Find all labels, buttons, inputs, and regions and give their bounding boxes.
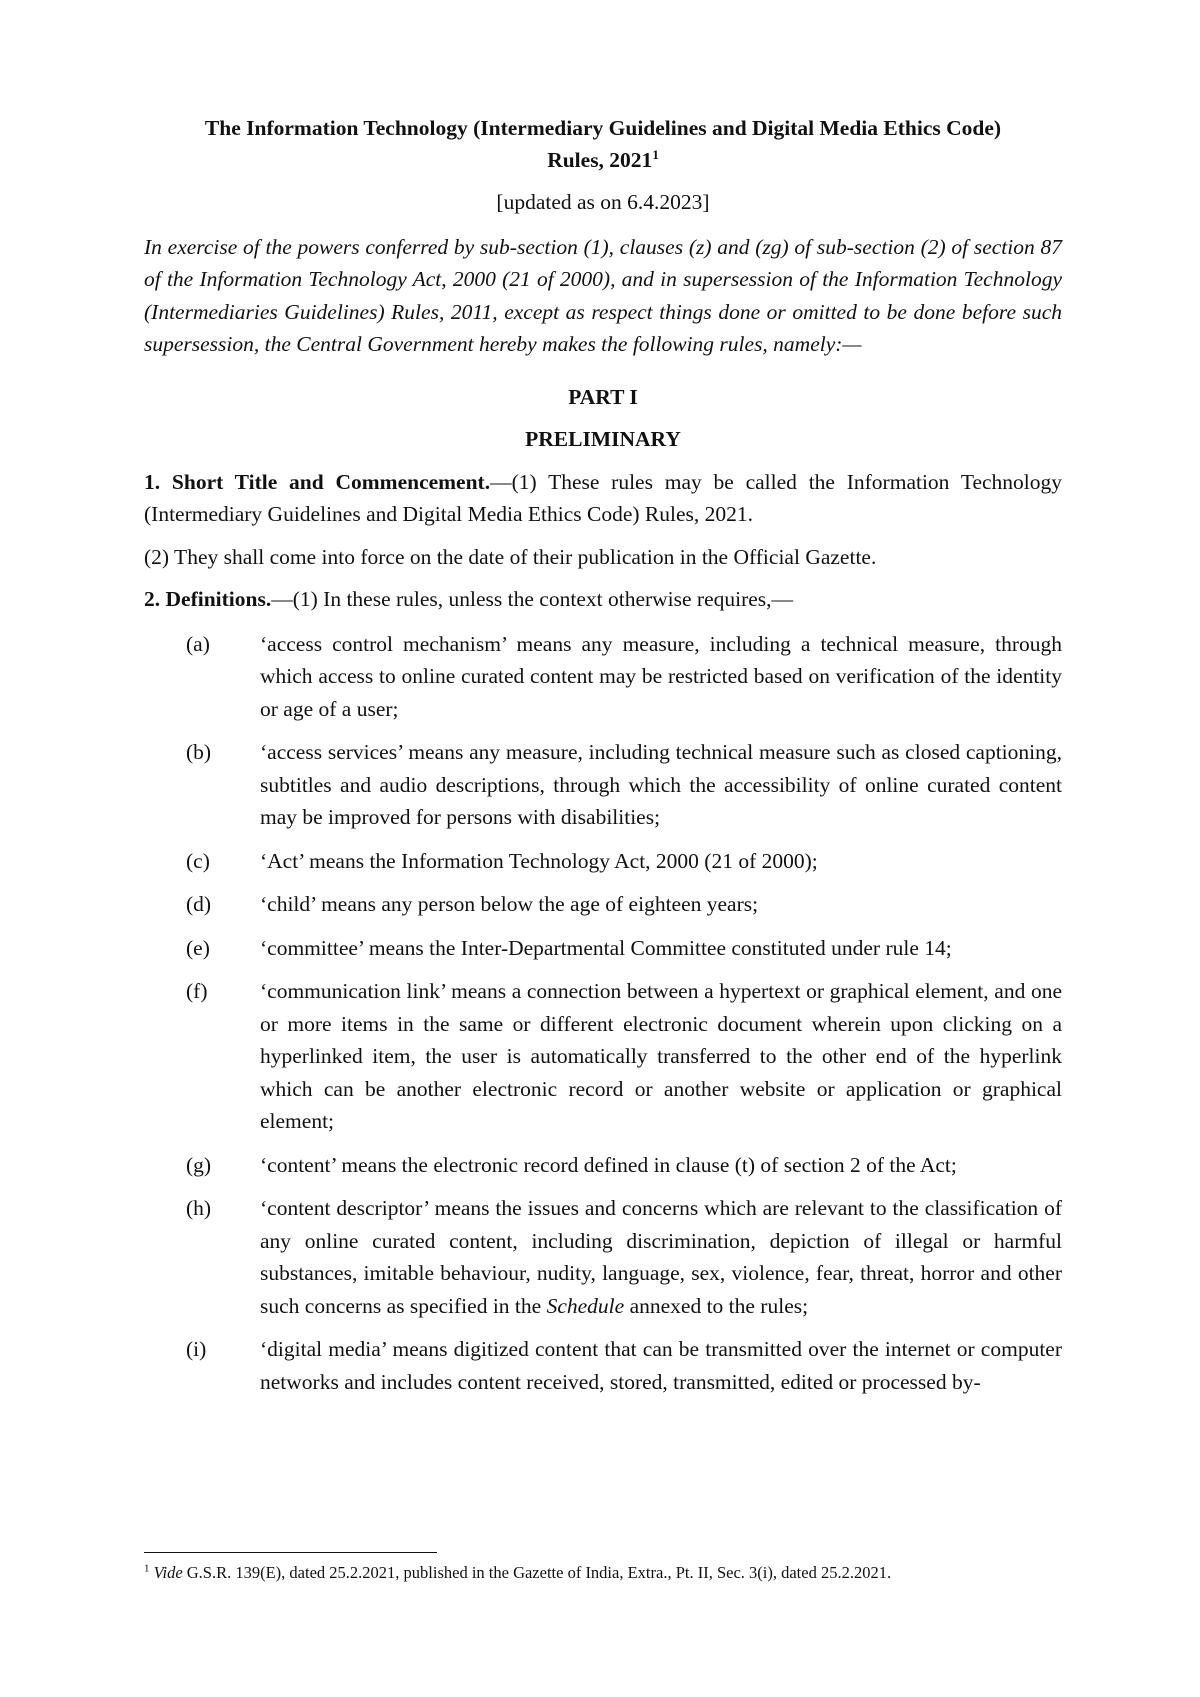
definition-letter: (a) <box>186 631 210 656</box>
definition-item <box>144 975 1062 1138</box>
title-line-2 <box>144 144 1062 176</box>
definition-text: ‘digital media’ means digitized content that can be transmitted over the internet or computer networks and includes content received, stored, transmitted, edited or processed by- <box>260 1337 1062 1394</box>
part-heading: PART I <box>568 384 638 409</box>
schedule-reference: Schedule <box>546 1293 625 1318</box>
rule-1-paragraph <box>144 466 1062 531</box>
definition-letter: (c) <box>186 848 210 873</box>
preamble: In exercise of the powers conferred by sub-section (1), clauses (z) and (zg) of sub-section (2) of section 87 of the Information Technology Act, 2000 (21 of 2000), and in supersession of the Information Technology (Intermediaries Guidelines) Rules, 2011, except as respect things done or omitted to be done before such supersession, the Central Government hereby makes the following rules, namely:— <box>144 234 1062 356</box>
footnote-text: G.S.R. 139(E), dated 25.2.2021, published in the Gazette of India, Extra., Pt. II, Sec. 3(i), dated 25.2.2021. <box>182 1563 892 1582</box>
definition-text: ‘Act’ means the Information Technology Act, 2000 (21 of 2000); <box>260 848 818 873</box>
definition-item <box>144 932 1062 965</box>
footnote-mark: 1 <box>144 1562 150 1575</box>
definition-letter: (e) <box>186 935 210 960</box>
document-title <box>144 112 1062 176</box>
definition-text: ‘communication link’ means a connection between a hypertext or graphical element, and one or more items in the same or different electronic document wherein upon clicking on a hyperlinked item, the user is automatically transferred to the other end of the hyperlink which can be another electronic record or another website or application or graphical element; <box>260 979 1062 1133</box>
rule-2-intro: —(1) In these rules, unless the context otherwise requires,— <box>271 587 794 611</box>
definition-item <box>144 845 1062 878</box>
definition-item <box>144 1149 1062 1182</box>
footnote-reference[interactable]: 1 <box>652 146 659 162</box>
document-page <box>144 112 1062 1409</box>
definition-letter: (b) <box>186 740 212 764</box>
definition-text: ‘committee’ means the Inter-Departmental Committee constituted under rule 14; <box>260 935 952 960</box>
definition-text <box>260 1192 1062 1322</box>
rule-1-sub-1: —(1) These rules may be called the Information Technology (Intermediary Guidelines and Digital Media Ethics Code) Rules, 2021. <box>144 469 1063 526</box>
definition-text: ‘content’ means the electronic record defined in clause (t) of section 2 of the Act; <box>260 1152 957 1177</box>
updated-date: [updated as on 6.4.2023] <box>496 190 710 214</box>
rule-1-heading: 1. Short Title and Commencement. <box>144 469 491 494</box>
rule-2-heading: 2. Definitions. <box>144 587 272 611</box>
definition-letter: (f) <box>186 979 208 1003</box>
definition-item <box>144 628 1062 726</box>
footnote <box>144 1560 1062 1586</box>
definition-letter: (h) <box>186 1196 212 1220</box>
definition-text-part: annexed to the rules; <box>624 1293 809 1318</box>
definition-letter: (g) <box>186 1152 212 1177</box>
rule-1-sub-2: (2) They shall come into force on the date of their publication in the Official Gazette. <box>144 544 877 569</box>
title-line-2-text: Rules, 2021 <box>547 148 653 172</box>
rule-2-paragraph <box>144 583 1062 616</box>
definition-text-part: ‘content descriptor’ means the issues and concerns which are relevant to the classification of any online curated content, including discrimination, depiction of illegal or harmful substances, imitable behaviour, nudity, language, sex, violence, fear, threat, horror and other such concerns as specified in the <box>260 1196 1062 1318</box>
definition-text: ‘access services’ means any measure, including technical measure such as closed captioning, subtitles and audio descriptions, through which the accessibility of online curated content may be improved for persons with disabilities; <box>260 740 1062 829</box>
definition-text: ‘child’ means any person below the age of eighteen years; <box>260 892 759 916</box>
definition-text: ‘access control mechanism’ means any measure, including a technical measure, through which access to online curated content may be restricted based on verification of the identity or age of a user; <box>260 631 1062 721</box>
definitions-list <box>144 628 1062 1399</box>
definition-letter: (d) <box>186 892 212 916</box>
definition-item <box>144 1333 1062 1398</box>
title-line-1: The Information Technology (Intermediary Guidelines and Digital Media Ethics Code) <box>204 116 1002 140</box>
footnote-vide: Vide <box>153 1563 183 1582</box>
definition-item <box>144 888 1062 921</box>
footnote-separator <box>144 1552 437 1553</box>
part-subheading: PRELIMINARY <box>525 427 681 451</box>
definition-item <box>144 1192 1062 1322</box>
definition-letter: (i) <box>186 1337 207 1361</box>
definition-item <box>144 736 1062 834</box>
